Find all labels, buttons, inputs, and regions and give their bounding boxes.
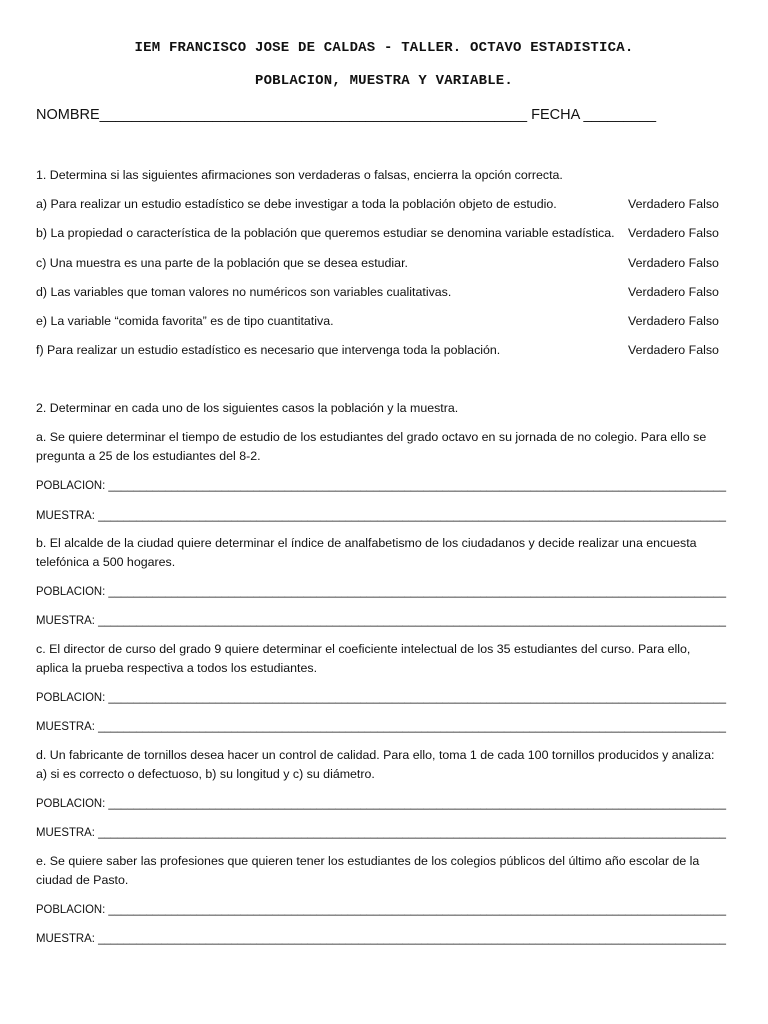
case-d-muestra-row: [36, 825, 726, 839]
poblacion-answer-line[interactable]: __________________________________________________________________________________________________: [108, 584, 727, 598]
poblacion-answer-line[interactable]: __________________________________________________________________________________________________: [108, 796, 727, 810]
true-option[interactable]: Verdadero: [628, 197, 686, 211]
section2-instruction: 2. Determinar en cada uno de los siguientes casos la población y la muestra.: [36, 401, 459, 415]
muestra-answer-line[interactable]: ___________________________________________________________________________________________________: [98, 931, 727, 945]
statement-e: e) La variable “comida favorita” es de tipo cuantitativa.: [36, 314, 334, 328]
case-b-muestra-row: [36, 613, 726, 627]
false-option[interactable]: Falso: [688, 197, 719, 211]
poblacion-label: POBLACION:: [36, 584, 106, 598]
answer-options-b: [628, 226, 719, 240]
statement-c: c) Una muestra es una parte de la población que se desea estudiar.: [36, 256, 408, 270]
case-e-text-line1: e. Se quiere saber las profesiones que quieren tener los estudiantes de los colegios públicos del último año escolar de la: [36, 854, 700, 868]
case-b-text-line2: telefónica a 500 hogares.: [36, 555, 176, 569]
muestra-answer-line[interactable]: ___________________________________________________________________________________________________: [98, 508, 727, 522]
true-option[interactable]: Verdadero: [628, 226, 686, 240]
true-option[interactable]: Verdadero: [628, 256, 686, 270]
case-e-text-line2: ciudad de Pasto.: [36, 873, 129, 887]
case-e-poblacion-row: [36, 902, 726, 916]
case-d-text-line2: a) si es correcto o defectuoso, b) su longitud y c) su diámetro.: [36, 767, 375, 781]
false-option[interactable]: Falso: [688, 256, 719, 270]
statement-d: d) Las variables que toman valores no numéricos son variables cualitativas.: [36, 285, 452, 299]
muestra-label: MUESTRA:: [36, 508, 95, 522]
true-option[interactable]: Verdadero: [628, 285, 686, 299]
answer-options-f: [628, 343, 719, 357]
answer-options-e: [628, 314, 719, 328]
case-c-muestra-row: [36, 719, 726, 733]
poblacion-label: POBLACION:: [36, 902, 106, 916]
statement-f: f) Para realizar un estudio estadístico es necesario que intervenga toda la población.: [36, 343, 501, 357]
worksheet-subtitle: POBLACION, MUESTRA Y VARIABLE.: [254, 73, 514, 89]
true-option[interactable]: Verdadero: [628, 314, 686, 328]
answer-options-c: [628, 256, 719, 270]
case-a-muestra-row: [36, 508, 726, 522]
muestra-label: MUESTRA:: [36, 931, 95, 945]
name-field[interactable]: _____________________________________________________: [99, 107, 528, 123]
case-c-text-line1: c. El director de curso del grado 9 quiere determinar el coeficiente intelectual de los 35 estudiantes del curso. Para ello,: [36, 642, 691, 656]
muestra-answer-line[interactable]: ___________________________________________________________________________________________________: [98, 719, 727, 733]
case-c-text-line2: aplica la prueba respectiva a todos los estudiantes.: [36, 661, 318, 675]
true-option[interactable]: Verdadero: [628, 343, 686, 357]
statement-b: b) La propiedad o característica de la población que queremos estudiar se denomina variable estadística.: [36, 226, 615, 240]
name-label: NOMBRE: [36, 107, 100, 123]
muestra-label: MUESTRA:: [36, 613, 95, 627]
poblacion-label: POBLACION:: [36, 478, 106, 492]
answer-options-d: [628, 285, 719, 299]
false-option[interactable]: Falso: [688, 343, 719, 357]
case-d-text-line1: d. Un fabricante de tornillos desea hacer un control de calidad. Para ello, toma 1 de cada 100 tornillos producidos y analiza:: [36, 748, 715, 762]
case-e-muestra-row: [36, 931, 726, 945]
muestra-label: MUESTRA:: [36, 719, 95, 733]
case-b-poblacion-row: [36, 584, 726, 598]
case-a-poblacion-row: [36, 478, 726, 492]
date-label: FECHA: [531, 107, 580, 123]
case-b-text-line1: b. El alcalde de la ciudad quiere determinar el índice de analfabetismo de los ciudadanos y decide realizar una encuesta: [36, 536, 697, 550]
muestra-label: MUESTRA:: [36, 825, 95, 839]
worksheet-title: IEM FRANCISCO JOSE DE CALDAS - TALLER. OCTAVO ESTADISTICA.: [134, 40, 634, 56]
case-c-poblacion-row: [36, 690, 726, 704]
muestra-answer-line[interactable]: ___________________________________________________________________________________________________: [98, 613, 727, 627]
false-option[interactable]: Falso: [688, 285, 719, 299]
false-option[interactable]: Falso: [688, 314, 719, 328]
case-a-text-line2: pregunta a 25 de los estudiantes del 8-2.: [36, 449, 261, 463]
poblacion-answer-line[interactable]: __________________________________________________________________________________________________: [108, 478, 727, 492]
answer-options-a: [628, 197, 719, 211]
poblacion-label: POBLACION:: [36, 796, 106, 810]
date-field[interactable]: _________: [583, 107, 657, 123]
case-a-text-line1: a. Se quiere determinar el tiempo de estudio de los estudiantes del grado octavo en su jornada de no colegio. Para ello se: [36, 430, 707, 444]
statement-a: a) Para realizar un estudio estadístico se debe investigar a toda la población objeto de estudio.: [36, 197, 557, 211]
case-d-poblacion-row: [36, 796, 726, 810]
muestra-answer-line[interactable]: ___________________________________________________________________________________________________: [98, 825, 727, 839]
false-option[interactable]: Falso: [688, 226, 719, 240]
section1-instruction: 1. Determina si las siguientes afirmaciones son verdaderas o falsas, encierra la opción correcta.: [36, 168, 563, 182]
name-date-row: [36, 107, 656, 123]
poblacion-label: POBLACION:: [36, 690, 106, 704]
poblacion-answer-line[interactable]: __________________________________________________________________________________________________: [108, 902, 727, 916]
poblacion-answer-line[interactable]: __________________________________________________________________________________________________: [108, 690, 727, 704]
